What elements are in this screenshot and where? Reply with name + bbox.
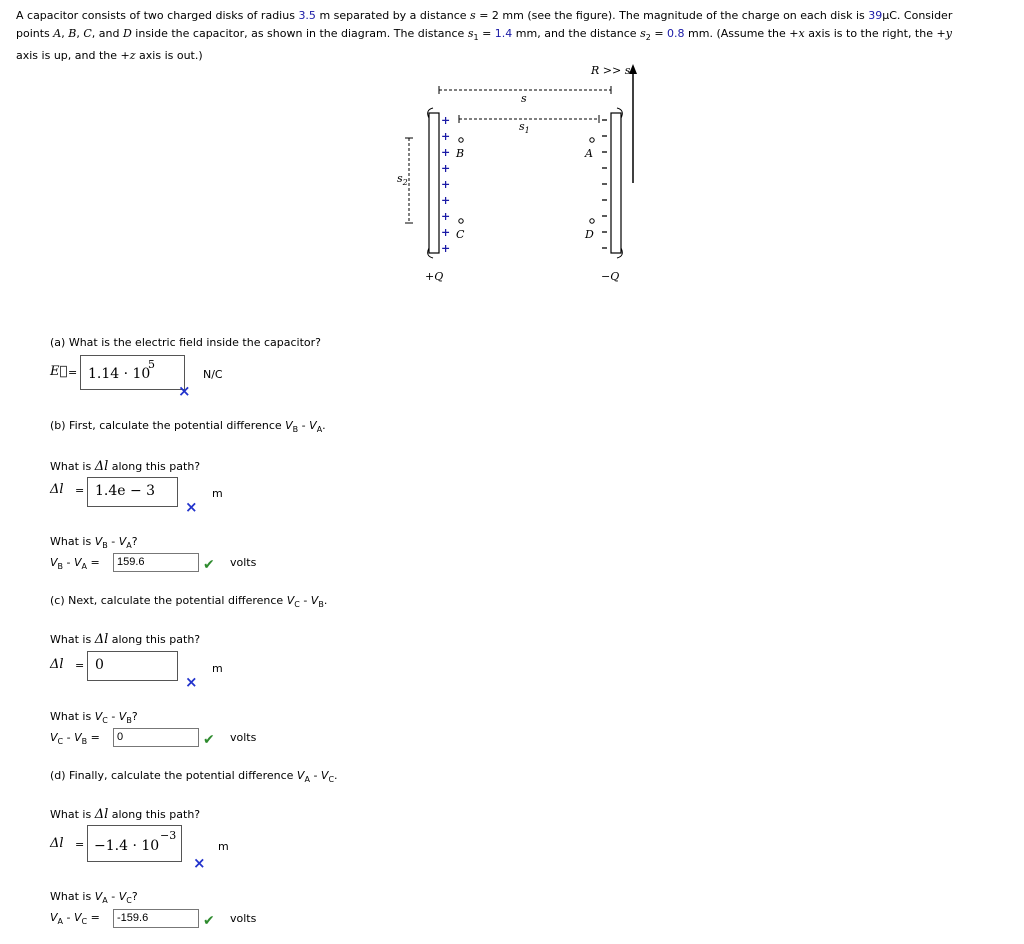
part-c-v-question: What is $V_C - V_B$? [50,710,138,726]
plus-charge-sign: + [441,194,451,207]
point-d-dot [590,219,594,223]
part-a-question: (a) What is the electric field inside the capacitor? [50,336,321,349]
problem-statement: A capacitor consists of two charged disks of radius 3.5 m separated by a distance s = 2 mm (see the figure). The magnitude of the charge on each disk is 39µC. Consider points A, B, C, and D inside the capacitor, as shown in the diagram. The distance $s_1 = 1.4$ mm, and the distance $s_2 = 0.8$ mm. (Assume the +x axis is to the right, the +y axis is up, and the +z axis is out.) [16,9,953,63]
part-c-v-label: $V_C - V_B$ = [50,731,100,747]
point-b-dot [459,138,463,142]
part-c-v-unit: volts [230,731,257,744]
plus-q-label: +Q [425,270,444,283]
capacitor-diagram [395,58,655,288]
plus-charge-sign: + [441,210,451,223]
point-b-label: B [456,147,465,160]
part-b-delta-l-unit: m [212,487,223,500]
positive-plate [429,113,439,253]
negative-plate [611,113,621,253]
s1-label: $s_1$ [519,120,530,135]
incorrect-icon: × [178,382,191,400]
part-b-v-question: What is $V_B - V_A$? [50,535,138,551]
part-b-path-question: What is Δl along this path? [50,459,201,474]
part-c-delta-l-unit: m [212,662,223,675]
e-field-unit: N/C [203,368,223,381]
part-b-delta-l-answer-box[interactable]: 1.4e − 3 [87,477,178,507]
charge-value: 39 [868,9,883,22]
part-b-v-unit: volts [230,556,257,569]
s-label: s [521,92,527,105]
correct-icon: ✔ [203,913,215,929]
correct-icon: ✔ [203,732,215,748]
plus-charge-sign: + [441,114,451,127]
plus-charge-sign: + [441,146,451,159]
part-d-v-answer-input[interactable]: -159.6 [113,909,199,928]
part-b-v-answer-input[interactable]: 159.6 [113,553,199,572]
e-field-symbol: E [50,364,68,379]
point-c-label: C [456,228,465,241]
r-label: R >> s [591,64,631,77]
incorrect-icon: × [185,498,198,516]
part-d-delta-l-answer-box[interactable]: −1.4 · 10 −3 [87,825,182,862]
part-b-v-label: $V_B - V_A$ = [50,556,100,572]
part-c-question: (c) Next, calculate the potential difference $V_C - V_B$. [50,594,328,610]
incorrect-icon: × [185,673,198,691]
plus-charge-sign: + [441,130,451,143]
e-field-answer-box[interactable]: 1.14 · 10 5 [80,355,185,390]
point-d-label: D [585,228,594,241]
part-c-path-question: What is Δl along this path? [50,632,201,647]
correct-icon: ✔ [203,557,215,573]
delta-l-symbol: Δl [50,482,64,497]
part-c-delta-l-answer-box[interactable]: 0 [87,651,178,681]
part-d-question: (d) Finally, calculate the potential difference $V_A - V_C$. [50,769,338,785]
plus-charge-sign: + [441,226,451,239]
incorrect-icon: × [193,854,206,872]
plus-charge-sign: + [441,242,451,255]
part-b-question: (b) First, calculate the potential difference $V_B - V_A$. [50,419,326,435]
s2-value: 0.8 [667,27,685,40]
minus-q-label: −Q [601,270,620,283]
point-c-dot [459,219,463,223]
plus-charge-sign: + [441,178,451,191]
delta-l-symbol: Δl [50,657,64,672]
part-c-v-answer-input[interactable]: 0 [113,728,199,747]
point-a-label: A [585,147,593,160]
s1-value: 1.4 [494,27,513,40]
part-d-v-question: What is $V_A - V_C$? [50,890,138,906]
part-d-v-label: $V_A - V_C$ = [50,911,100,927]
plus-charge-sign: + [441,162,451,175]
part-d-path-question: What is Δl along this path? [50,807,201,822]
part-d-delta-l-unit: m [218,840,229,853]
point-a-dot [590,138,594,142]
part-d-v-unit: volts [230,912,257,925]
delta-l-symbol: Δl [50,836,64,851]
radius-value: 3.5 [298,9,316,22]
s2-label: $s_2$ [397,172,408,187]
